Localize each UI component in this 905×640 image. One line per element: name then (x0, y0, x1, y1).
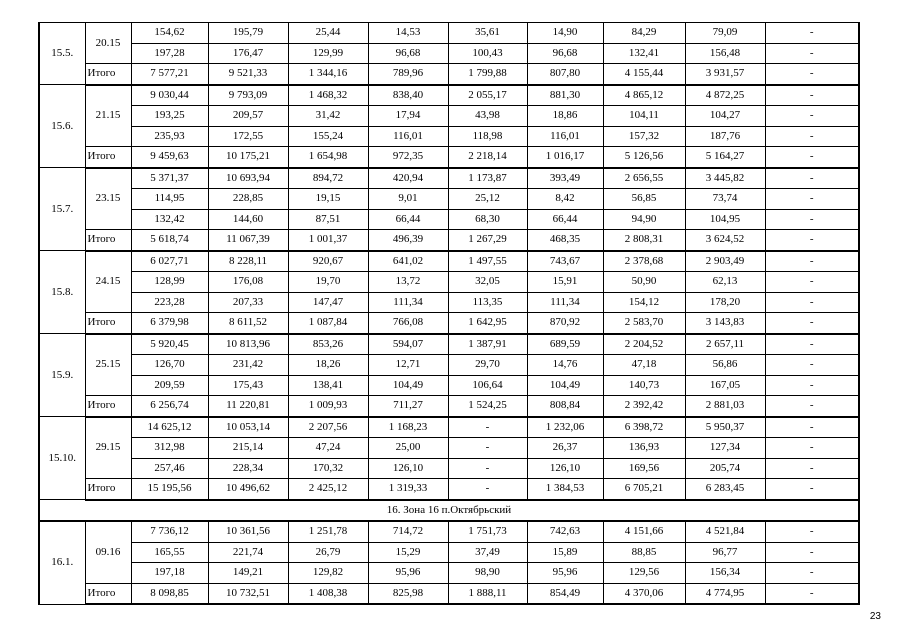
table-row (39, 23, 859, 44)
table-cell: 118,98 (448, 126, 527, 147)
total-cell: 6 283,45 (685, 479, 765, 500)
table-row (39, 106, 859, 127)
table-cell: - (765, 375, 859, 396)
table-cell: 114,95 (131, 189, 208, 210)
table-cell: - (765, 23, 859, 44)
total-cell: 972,35 (368, 147, 448, 168)
table-cell: 894,72 (288, 168, 368, 189)
total-cell: 807,80 (527, 64, 603, 85)
table-cell: - (765, 521, 859, 542)
total-row (39, 230, 859, 251)
table-cell: 223,28 (131, 292, 208, 313)
total-cell: 496,39 (368, 230, 448, 251)
table-cell: 12,71 (368, 355, 448, 376)
total-label: Итого (85, 583, 131, 604)
table-cell: 187,76 (685, 126, 765, 147)
section-id: 15.5. (39, 23, 85, 85)
table-cell: 175,43 (208, 375, 288, 396)
table-cell: 209,57 (208, 106, 288, 127)
table-cell: 14,76 (527, 355, 603, 376)
total-row (39, 396, 859, 417)
section-id: 16.1. (39, 521, 85, 604)
table-cell: - (765, 417, 859, 438)
section-code: 20.15 (85, 23, 131, 64)
table-cell: 56,86 (685, 355, 765, 376)
total-cell: 5 164,27 (685, 147, 765, 168)
table-cell: 6 398,72 (603, 417, 685, 438)
table-cell: 129,99 (288, 43, 368, 64)
total-cell: 11 220,81 (208, 396, 288, 417)
table-cell: 1 751,73 (448, 521, 527, 542)
table-cell: 132,41 (603, 43, 685, 64)
table-cell: 10 361,56 (208, 521, 288, 542)
table-cell: 84,29 (603, 23, 685, 44)
table-cell: 116,01 (368, 126, 448, 147)
table-cell: 2 903,49 (685, 251, 765, 272)
table-row (39, 375, 859, 396)
total-cell: 4 774,95 (685, 583, 765, 604)
table-cell: 221,74 (208, 542, 288, 563)
total-label: Итого (85, 147, 131, 168)
table-cell: 96,77 (685, 542, 765, 563)
table-cell: 25,44 (288, 23, 368, 44)
total-cell: 10 732,51 (208, 583, 288, 604)
table-cell: 155,24 (288, 126, 368, 147)
total-cell: - (765, 230, 859, 251)
table-cell: 312,98 (131, 438, 208, 459)
table-cell: 50,90 (603, 272, 685, 293)
table-cell: 594,07 (368, 334, 448, 355)
table-cell: 197,18 (131, 563, 208, 584)
table-cell: 8 228,11 (208, 251, 288, 272)
section-code: 09.16 (85, 521, 131, 583)
table-cell: 15,29 (368, 542, 448, 563)
total-cell: 870,92 (527, 313, 603, 334)
table-cell: - (765, 458, 859, 479)
table-cell: 17,94 (368, 106, 448, 127)
table-cell: 420,94 (368, 168, 448, 189)
total-cell: 15 195,56 (131, 479, 208, 500)
table-cell: - (765, 85, 859, 106)
total-cell: - (765, 313, 859, 334)
table-cell: 100,43 (448, 43, 527, 64)
total-cell: 1 524,25 (448, 396, 527, 417)
total-row (39, 479, 859, 500)
table-cell: 126,70 (131, 355, 208, 376)
table-cell: 176,08 (208, 272, 288, 293)
table-cell: 853,26 (288, 334, 368, 355)
total-cell: - (448, 479, 527, 500)
table-cell: - (448, 438, 527, 459)
table-row (39, 563, 859, 584)
table-row (39, 189, 859, 210)
total-cell: 1 319,33 (368, 479, 448, 500)
table-cell: 157,32 (603, 126, 685, 147)
table-cell: 2 656,55 (603, 168, 685, 189)
table-cell: 111,34 (527, 292, 603, 313)
table-cell: - (765, 563, 859, 584)
total-cell: 8 098,85 (131, 583, 208, 604)
total-cell: 4 370,06 (603, 583, 685, 604)
table-cell: 43,98 (448, 106, 527, 127)
table-row (39, 458, 859, 479)
table-cell: 104,27 (685, 106, 765, 127)
total-cell: 1 384,53 (527, 479, 603, 500)
table-cell: 215,14 (208, 438, 288, 459)
table-cell: 94,90 (603, 209, 685, 230)
table-cell: 104,49 (368, 375, 448, 396)
table-row (39, 209, 859, 230)
table-cell: - (765, 43, 859, 64)
table-cell: 149,21 (208, 563, 288, 584)
total-cell: 1 344,16 (288, 64, 368, 85)
total-cell: 1 642,95 (448, 313, 527, 334)
total-cell: 1 016,17 (527, 147, 603, 168)
total-cell: 468,35 (527, 230, 603, 251)
table-cell: 147,47 (288, 292, 368, 313)
table-cell: 18,86 (527, 106, 603, 127)
table-cell: 96,68 (368, 43, 448, 64)
table-cell: 106,64 (448, 375, 527, 396)
table-cell: 2 378,68 (603, 251, 685, 272)
table-cell: 2 657,11 (685, 334, 765, 355)
total-cell: 1 654,98 (288, 147, 368, 168)
total-cell: 2 583,70 (603, 313, 685, 334)
table-cell: 35,61 (448, 23, 527, 44)
table-cell: 95,96 (527, 563, 603, 584)
table-row (39, 542, 859, 563)
total-row (39, 64, 859, 85)
table-cell: 116,01 (527, 126, 603, 147)
table-cell: 1 468,32 (288, 85, 368, 106)
table-cell: 920,67 (288, 251, 368, 272)
table-row (39, 85, 859, 106)
table-row (39, 126, 859, 147)
table-cell: 136,93 (603, 438, 685, 459)
table-cell: 10 693,94 (208, 168, 288, 189)
table-cell: - (448, 458, 527, 479)
total-cell: 4 155,44 (603, 64, 685, 85)
table-cell: 6 027,71 (131, 251, 208, 272)
total-cell: 1 408,38 (288, 583, 368, 604)
total-cell: 2 425,12 (288, 479, 368, 500)
table-cell: 1 387,91 (448, 334, 527, 355)
table-cell: 26,37 (527, 438, 603, 459)
table-cell: 5 950,37 (685, 417, 765, 438)
total-cell: 3 624,52 (685, 230, 765, 251)
table-cell: 47,24 (288, 438, 368, 459)
total-label: Итого (85, 313, 131, 334)
table-cell: 104,95 (685, 209, 765, 230)
total-cell: 10 496,62 (208, 479, 288, 500)
table-row (39, 438, 859, 459)
total-cell: 9 521,33 (208, 64, 288, 85)
table-cell: 689,59 (527, 334, 603, 355)
table-cell: 25,00 (368, 438, 448, 459)
total-cell: 854,49 (527, 583, 603, 604)
table-cell: 393,49 (527, 168, 603, 189)
table-cell: 129,82 (288, 563, 368, 584)
table-cell: 228,85 (208, 189, 288, 210)
table-cell: 29,70 (448, 355, 527, 376)
table-cell: 113,35 (448, 292, 527, 313)
table-cell: 156,34 (685, 563, 765, 584)
table-cell: 127,34 (685, 438, 765, 459)
total-cell: 11 067,39 (208, 230, 288, 251)
table-cell: 4 521,84 (685, 521, 765, 542)
table-cell: - (765, 106, 859, 127)
table-cell: 144,60 (208, 209, 288, 230)
table-cell: 47,18 (603, 355, 685, 376)
total-cell: 1 087,84 (288, 313, 368, 334)
section-id: 15.8. (39, 251, 85, 334)
zone-header: 16. Зона 16 п.Октябрьский (39, 500, 859, 522)
total-cell: 7 577,21 (131, 64, 208, 85)
table-cell: 56,85 (603, 189, 685, 210)
section-id: 15.6. (39, 85, 85, 168)
total-cell: 3 931,57 (685, 64, 765, 85)
table-cell: - (765, 355, 859, 376)
table-cell: 111,34 (368, 292, 448, 313)
total-label: Итого (85, 396, 131, 417)
total-cell: 9 459,63 (131, 147, 208, 168)
section-id: 15.9. (39, 334, 85, 417)
table-cell: 26,79 (288, 542, 368, 563)
total-cell: 6 256,74 (131, 396, 208, 417)
table-cell: 7 736,12 (131, 521, 208, 542)
table-cell: - (765, 292, 859, 313)
total-cell: 10 175,21 (208, 147, 288, 168)
table-cell: 193,25 (131, 106, 208, 127)
table-row (39, 334, 859, 355)
table-cell: 4 865,12 (603, 85, 685, 106)
table-cell: 66,44 (368, 209, 448, 230)
table-cell: 235,93 (131, 126, 208, 147)
table-cell: 31,42 (288, 106, 368, 127)
total-cell: 5 618,74 (131, 230, 208, 251)
table-cell: 9,01 (368, 189, 448, 210)
table-cell: 13,72 (368, 272, 448, 293)
table-cell: 138,41 (288, 375, 368, 396)
table-cell: 88,85 (603, 542, 685, 563)
table-cell: 4 151,66 (603, 521, 685, 542)
table-cell: 838,40 (368, 85, 448, 106)
table-cell: - (765, 209, 859, 230)
table-cell: - (765, 168, 859, 189)
table-cell: 1 497,55 (448, 251, 527, 272)
page-number: 23 (869, 611, 881, 622)
total-cell: - (765, 479, 859, 500)
total-cell: 6 379,98 (131, 313, 208, 334)
table-cell: 66,44 (527, 209, 603, 230)
table-cell: 156,48 (685, 43, 765, 64)
table-cell: 176,47 (208, 43, 288, 64)
total-cell: - (765, 583, 859, 604)
table-cell: 1 168,23 (368, 417, 448, 438)
table-cell: 15,89 (527, 542, 603, 563)
table-cell: 257,46 (131, 458, 208, 479)
table-cell: 126,10 (527, 458, 603, 479)
total-cell: 711,27 (368, 396, 448, 417)
total-cell: 1 799,88 (448, 64, 527, 85)
table-row (39, 417, 859, 438)
table-cell: 128,99 (131, 272, 208, 293)
table-cell: 3 445,82 (685, 168, 765, 189)
table-cell: 881,30 (527, 85, 603, 106)
tariff-table (38, 22, 860, 605)
table-cell: - (765, 334, 859, 355)
table-cell: 62,13 (685, 272, 765, 293)
table-cell: 167,05 (685, 375, 765, 396)
total-row (39, 313, 859, 334)
total-row (39, 583, 859, 604)
table-cell: 178,20 (685, 292, 765, 313)
total-label: Итого (85, 64, 131, 85)
table-cell: 2 055,17 (448, 85, 527, 106)
total-cell: 2 392,42 (603, 396, 685, 417)
total-cell: 2 218,14 (448, 147, 527, 168)
table-cell: 2 204,52 (603, 334, 685, 355)
section-code: 21.15 (85, 85, 131, 147)
zone-header-row (39, 500, 859, 522)
total-cell: - (765, 147, 859, 168)
total-cell: 8 611,52 (208, 313, 288, 334)
total-cell: 2 881,03 (685, 396, 765, 417)
table-cell: 140,73 (603, 375, 685, 396)
table-cell: 14 625,12 (131, 417, 208, 438)
total-cell: 766,08 (368, 313, 448, 334)
section-id: 15.10. (39, 417, 85, 500)
table-cell: 14,53 (368, 23, 448, 44)
table-cell: 79,09 (685, 23, 765, 44)
section-id: 15.7. (39, 168, 85, 251)
table-row (39, 272, 859, 293)
table-cell: 5 371,37 (131, 168, 208, 189)
table-cell: 126,10 (368, 458, 448, 479)
table-cell: 10 053,14 (208, 417, 288, 438)
total-row (39, 147, 859, 168)
table-cell: 19,15 (288, 189, 368, 210)
total-cell: 1 267,29 (448, 230, 527, 251)
table-cell: - (765, 189, 859, 210)
table-cell: - (765, 272, 859, 293)
table-cell: - (765, 251, 859, 272)
section-code: 25.15 (85, 334, 131, 396)
table-row (39, 292, 859, 313)
table-row (39, 43, 859, 64)
total-cell: 3 143,83 (685, 313, 765, 334)
table-cell: 15,91 (527, 272, 603, 293)
table-row (39, 168, 859, 189)
table-cell: 95,96 (368, 563, 448, 584)
table-cell: 1 173,87 (448, 168, 527, 189)
table-cell: 742,63 (527, 521, 603, 542)
table-cell: 132,42 (131, 209, 208, 230)
table-cell: 73,74 (685, 189, 765, 210)
table-cell: 14,90 (527, 23, 603, 44)
table-cell: 714,72 (368, 521, 448, 542)
section-code: 23.15 (85, 168, 131, 230)
table-cell: 96,68 (527, 43, 603, 64)
table-cell: 68,30 (448, 209, 527, 230)
table-cell: 197,28 (131, 43, 208, 64)
table-cell: 4 872,25 (685, 85, 765, 106)
table-cell: 18,26 (288, 355, 368, 376)
section-code: 29.15 (85, 417, 131, 479)
table-cell: 195,79 (208, 23, 288, 44)
table-cell: - (765, 438, 859, 459)
table-cell: 169,56 (603, 458, 685, 479)
total-cell: 1 001,37 (288, 230, 368, 251)
section-code: 24.15 (85, 251, 131, 313)
total-label: Итого (85, 230, 131, 251)
table-cell: 87,51 (288, 209, 368, 230)
table-row (39, 355, 859, 376)
table-cell: 104,11 (603, 106, 685, 127)
total-cell: 789,96 (368, 64, 448, 85)
total-label: Итого (85, 479, 131, 500)
table-cell: 165,55 (131, 542, 208, 563)
table-cell: 32,05 (448, 272, 527, 293)
table-cell: 10 813,96 (208, 334, 288, 355)
table-cell: 231,42 (208, 355, 288, 376)
table-cell: 170,32 (288, 458, 368, 479)
table-cell: 207,33 (208, 292, 288, 313)
table-cell: 37,49 (448, 542, 527, 563)
table-cell: - (448, 417, 527, 438)
total-cell: 825,98 (368, 583, 448, 604)
table-cell: 98,90 (448, 563, 527, 584)
table-cell: 743,67 (527, 251, 603, 272)
table-cell: 209,59 (131, 375, 208, 396)
table-cell: 25,12 (448, 189, 527, 210)
total-cell: 2 808,31 (603, 230, 685, 251)
table-cell: 1 251,78 (288, 521, 368, 542)
total-cell: 6 705,21 (603, 479, 685, 500)
total-cell: 5 126,56 (603, 147, 685, 168)
table-cell: 104,49 (527, 375, 603, 396)
table-cell: 154,62 (131, 23, 208, 44)
table-cell: 5 920,45 (131, 334, 208, 355)
table-cell: 228,34 (208, 458, 288, 479)
total-cell: 1 888,11 (448, 583, 527, 604)
table-cell: 9 030,44 (131, 85, 208, 106)
table-row (39, 251, 859, 272)
table-cell: 154,12 (603, 292, 685, 313)
table-row (39, 521, 859, 542)
table-cell: 641,02 (368, 251, 448, 272)
table-cell: 8,42 (527, 189, 603, 210)
table-cell: 129,56 (603, 563, 685, 584)
table-cell: 2 207,56 (288, 417, 368, 438)
table-cell: 19,70 (288, 272, 368, 293)
table-cell: 205,74 (685, 458, 765, 479)
total-cell: 808,84 (527, 396, 603, 417)
total-cell: 1 009,93 (288, 396, 368, 417)
total-cell: - (765, 396, 859, 417)
table-cell: 172,55 (208, 126, 288, 147)
table-cell: - (765, 126, 859, 147)
table-cell: - (765, 542, 859, 563)
total-cell: - (765, 64, 859, 85)
table-cell: 9 793,09 (208, 85, 288, 106)
table-cell: 1 232,06 (527, 417, 603, 438)
